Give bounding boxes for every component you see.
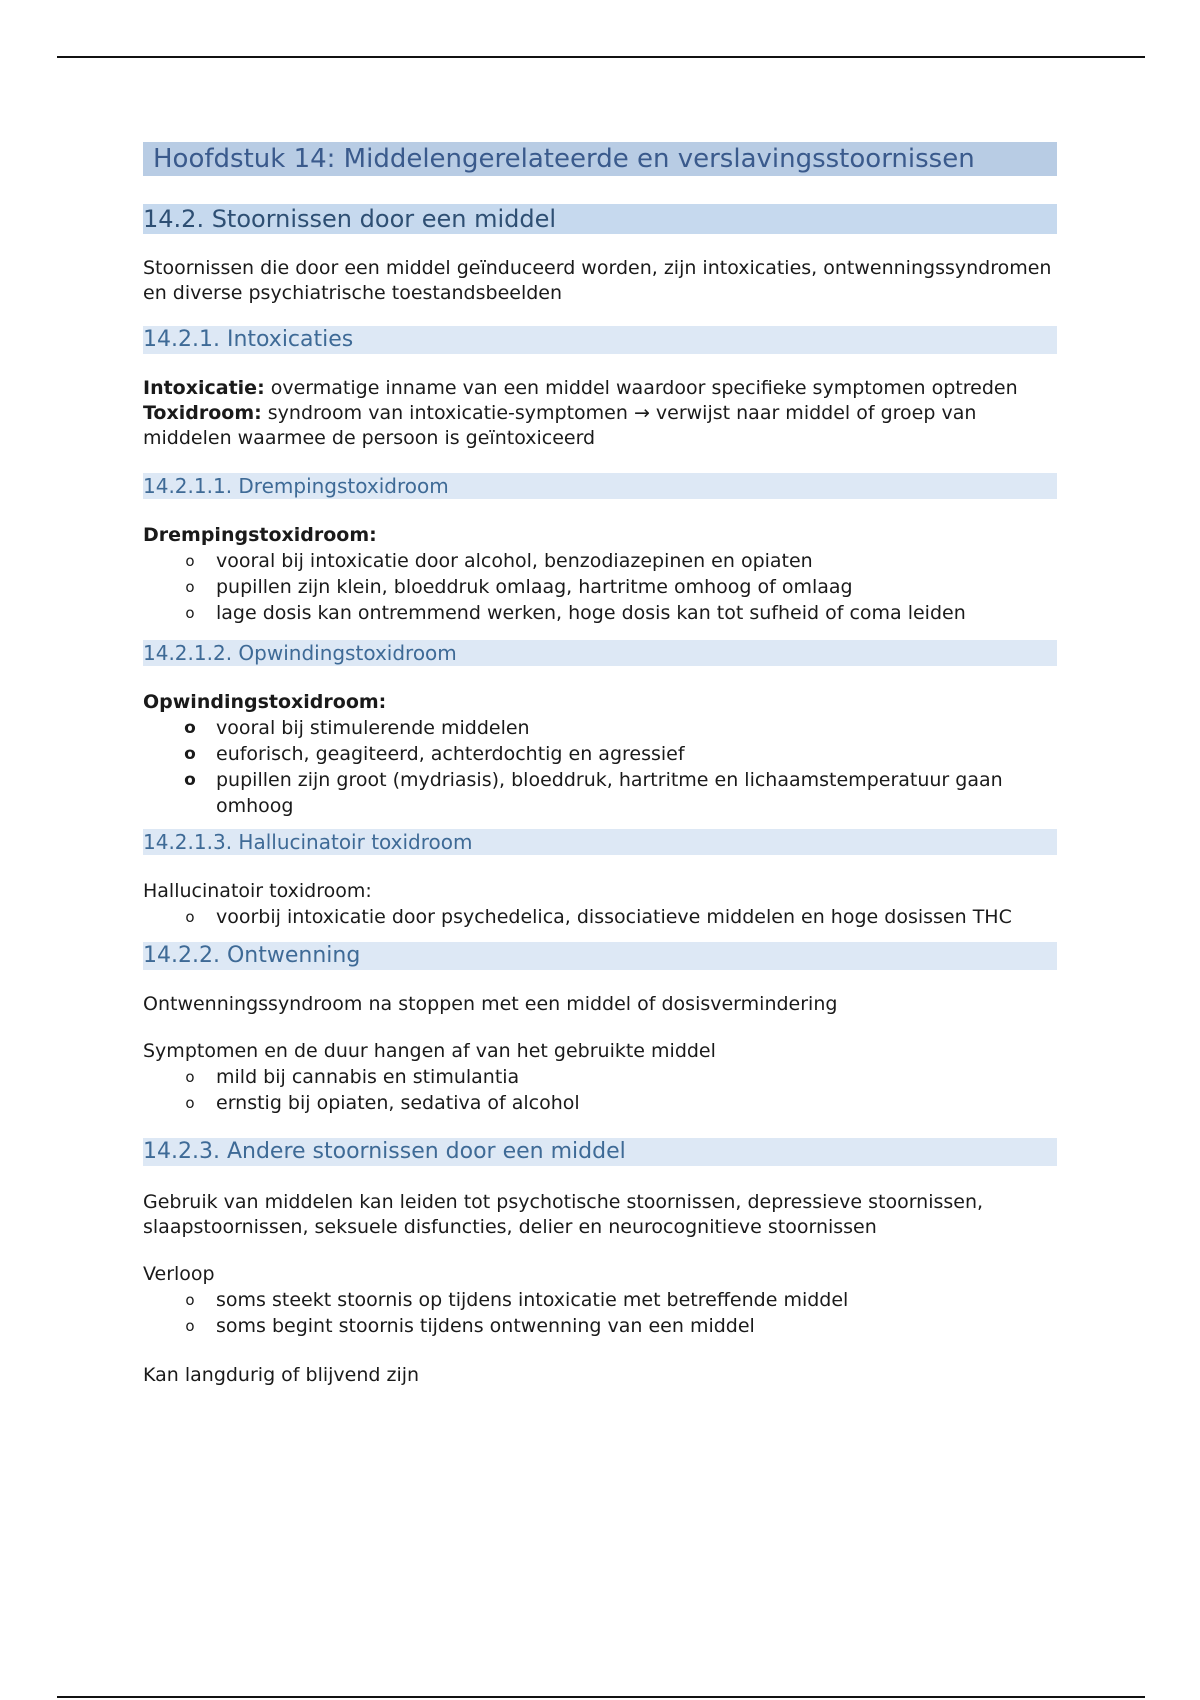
bullet-list (143, 904, 1057, 930)
circle-bullet-icon: o (185, 1291, 195, 1309)
bullet-list (143, 548, 1057, 626)
section-heading-14-2-2: 14.2.2. Ontwenning (143, 942, 1057, 970)
paragraph: Kan langdurig of blijvend zijn (143, 1364, 420, 1386)
circle-bullet-icon: o (185, 552, 195, 570)
section-heading-14-2-1-2: 14.2.1.2. Opwindingstoxidroom (143, 640, 1057, 666)
circle-bullet-icon: o (184, 718, 196, 738)
section-heading-14-2: 14.2. Stoornissen door een middel (143, 204, 1057, 234)
list-label: Drempingstoxidroom: (143, 524, 377, 546)
footer-rule (57, 1696, 1145, 1698)
bullet-list (143, 1287, 1057, 1339)
bullet-list (143, 715, 1057, 819)
list-item: o vooral bij intoxicatie door alcohol, benzodiazepinen en opiaten (143, 548, 1057, 574)
list-item: o euforisch, geagiteerd, achterdochtig en agressief (143, 741, 1057, 767)
paragraph: Symptomen en de duur hangen af van het gebruikte middel (143, 1040, 716, 1062)
definition-text: syndroom van intoxicatie-symptomen → verwijst naar middel of groep van middelen waarmee de persoon is geïntoxiceerd (143, 402, 977, 449)
bullet-list (143, 1064, 1057, 1116)
section-heading-14-2-1: 14.2.1. Intoxicaties (143, 326, 1057, 354)
circle-bullet-icon: o (184, 770, 196, 790)
list-item: o pupillen zijn klein, bloeddruk omlaag, hartritme omhoog of omlaag (143, 574, 1057, 600)
term-toxidroom: Toxidroom: (143, 402, 262, 424)
list-item: o ernstig bij opiaten, sedativa of alcohol (143, 1090, 1057, 1116)
list-label: Hallucinatoir toxidroom: (143, 880, 372, 902)
paragraph: Ontwenningssyndroom na stoppen met een middel of dosisvermindering (143, 993, 838, 1015)
section-heading-14-2-3: 14.2.3. Andere stoornissen door een middel (143, 1138, 1057, 1166)
paragraph: Verloop (143, 1263, 215, 1285)
list-item: o mild bij cannabis en stimulantia (143, 1064, 1057, 1090)
list-item: o vooral bij stimulerende middelen (143, 715, 1057, 741)
term-intoxicatie: Intoxicatie: (143, 377, 265, 399)
circle-bullet-icon: o (185, 908, 195, 926)
document-body (143, 142, 1057, 1388)
definition-toxidroom (143, 401, 1057, 451)
paragraph: Gebruik van middelen kan leiden tot psychotische stoornissen, depressieve stoornissen, slaapstoornissen, seksuele disfuncties, delier en neurocognitieve stoornissen (143, 1191, 984, 1238)
circle-bullet-icon: o (185, 604, 195, 622)
header-rule (57, 56, 1145, 58)
chapter-title: Hoofdstuk 14: Middelengerelateerde en verslavingsstoornissen (143, 142, 1057, 176)
circle-bullet-icon: o (185, 1094, 195, 1112)
section-heading-14-2-1-1: 14.2.1.1. Drempingstoxidroom (143, 473, 1057, 499)
list-label: Opwindingstoxidroom: (143, 691, 387, 713)
list-item: o soms begint stoornis tijdens ontwenning van een middel (143, 1313, 1057, 1339)
definition-intoxicatie (143, 376, 1057, 401)
list-item: o lage dosis kan ontremmend werken, hoge dosis kan tot sufheid of coma leiden (143, 600, 1057, 626)
circle-bullet-icon: o (184, 744, 196, 764)
section-intro: Stoornissen die door een middel geïnduceerd worden, zijn intoxicaties, ontwenningssyndromen en diverse psychiatrische toestandsbeelden (143, 257, 1052, 304)
circle-bullet-icon: o (185, 1068, 195, 1086)
list-item: o voorbij intoxicatie door psychedelica, dissociatieve middelen en hoge dosissen THC (143, 904, 1057, 930)
circle-bullet-icon: o (185, 578, 195, 596)
list-item: o pupillen zijn groot (mydriasis), bloeddruk, hartritme en lichaamstemperatuur gaan omhoog (143, 767, 1057, 819)
section-heading-14-2-1-3: 14.2.1.3. Hallucinatoir toxidroom (143, 829, 1057, 855)
circle-bullet-icon: o (185, 1317, 195, 1335)
list-item: o soms steekt stoornis op tijdens intoxicatie met betreffende middel (143, 1287, 1057, 1313)
definition-text: overmatige inname van een middel waardoor specifieke symptomen optreden (264, 377, 1018, 399)
